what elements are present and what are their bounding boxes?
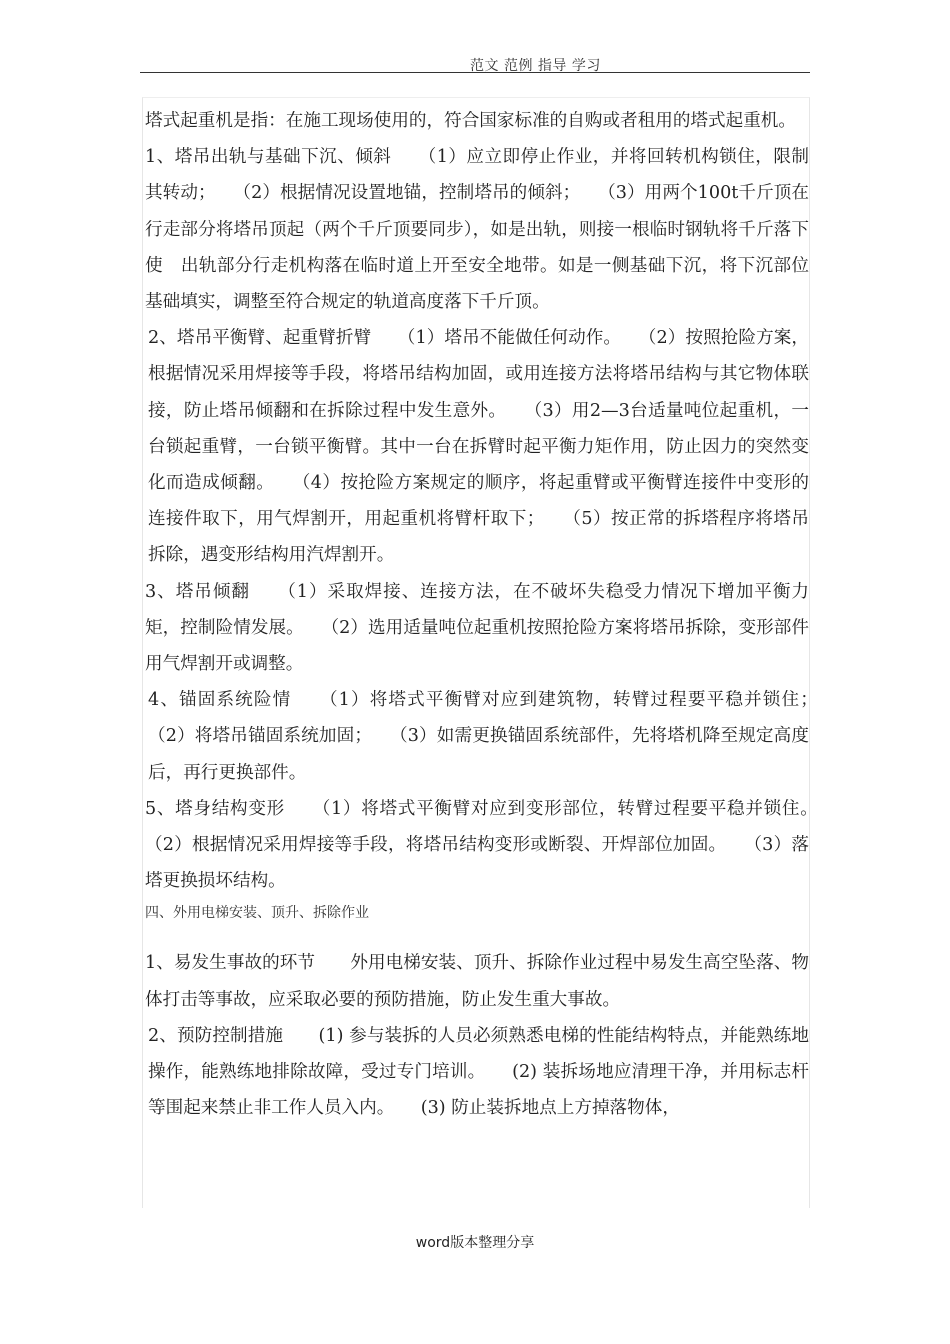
intro-paragraph: 塔式起重机是指：在施工现场使用的，符合国家标准的自购或者租用的塔式起重机。 bbox=[145, 111, 796, 131]
section-heading-wrap bbox=[145, 903, 809, 923]
paragraph-accident-points: 1、易发生事故的环节 外用电梯安装、顶升、拆除作业过程中易发生高空坠落、物体打击等事故，应采取必要的预防措施，防止发生重大事故。 bbox=[145, 953, 809, 1010]
paragraph-overturn: 3、塔吊倾翻 （1）采取焊接、连接方法，在不破坏失稳受力情况下增加平衡力矩，控制险情发展。 （2）选用适量吨位起重机按照抢险方案将塔吊拆除，变形部件用气焊割开或调整。 bbox=[145, 581, 809, 675]
paragraph-anchor-system: 4、锚固系统险情 （1）将塔式平衡臂对应到建筑物，转臂过程要平稳并锁住； （2）将塔吊锚固系统加固； （3）如需更换锚固系统部件，先将塔机降至规定高度后，再行更换部件。 bbox=[148, 690, 845, 783]
document-body bbox=[145, 103, 845, 1126]
paragraph-derailment: 1、塔吊出轨与基础下沉、倾斜 （1）应立即停止作业，并将回转机构锁住，限制其转动； （2）根据情况设置地锚，控制塔吊的倾斜； （3）用两个100t千斤顶在行走部分将塔吊顶起（两个千斤顶要同步），如是出轨，则接一根临时钢轨将千斤落下使 出轨部分行走机构落在临时道上开至安全地带。如是一侧基础下沉，将下沉部位基础填实，调整至符合规定的轨道高度落下千斤顶。 bbox=[145, 147, 809, 313]
page-header-title: 范文 范例 指导 学习 bbox=[470, 58, 601, 74]
page-footer: word版本整理分享 bbox=[415, 1235, 535, 1251]
paragraph-prevention-measures: 2、预防控制措施 (1) 参与装拆的人员必须熟悉电梯的性能结构特点，并能熟练地操作，能熟练地排除故障，受过专门培训。 (2) 装拆场地应清理干净，并用标志杆等围起来禁止非工作人员入内。 (3) 防止装拆地点上方掉落物体， bbox=[148, 1025, 809, 1119]
header-rule bbox=[140, 72, 810, 73]
paragraph-tower-deformation: 5、塔身结构变形 （1）将塔式平衡臂对应到变形部位，转臂过程要平稳并锁住。 （2）根据情况采用焊接等手段，将塔吊结构变形或断裂、开焊部位加固。 （3）落塔更换损坏结构。 bbox=[145, 798, 845, 892]
paragraph-broken-arm: 2、塔吊平衡臂、起重臂折臂 （1）塔吊不能做任何动作。 （2）按照抢险方案，根据情况采用焊接等手段，将塔吊结构加固，或用连接方法将塔吊结构与其它物体联接，防止塔吊倾翻和在拆除过程中发生意外。 （3）用2—3台适量吨位起重机，一台锁起重臂，一台锁平衡臂。其中一台在拆臂时起平衡力矩作用，防止因力的突然变化而造成倾翻。 （4）按抢险方案规定的顺序，将起重臂或平衡臂连接件中变形的连接件取下，用气焊割开，用起重机将臂杆取下； （5）按正常的拆塔程序将塔吊拆除，遇变形结构用汽焊割开。 bbox=[148, 328, 809, 566]
section-heading: 四、外用电梯安装、顶升、拆除作业 bbox=[145, 905, 369, 922]
